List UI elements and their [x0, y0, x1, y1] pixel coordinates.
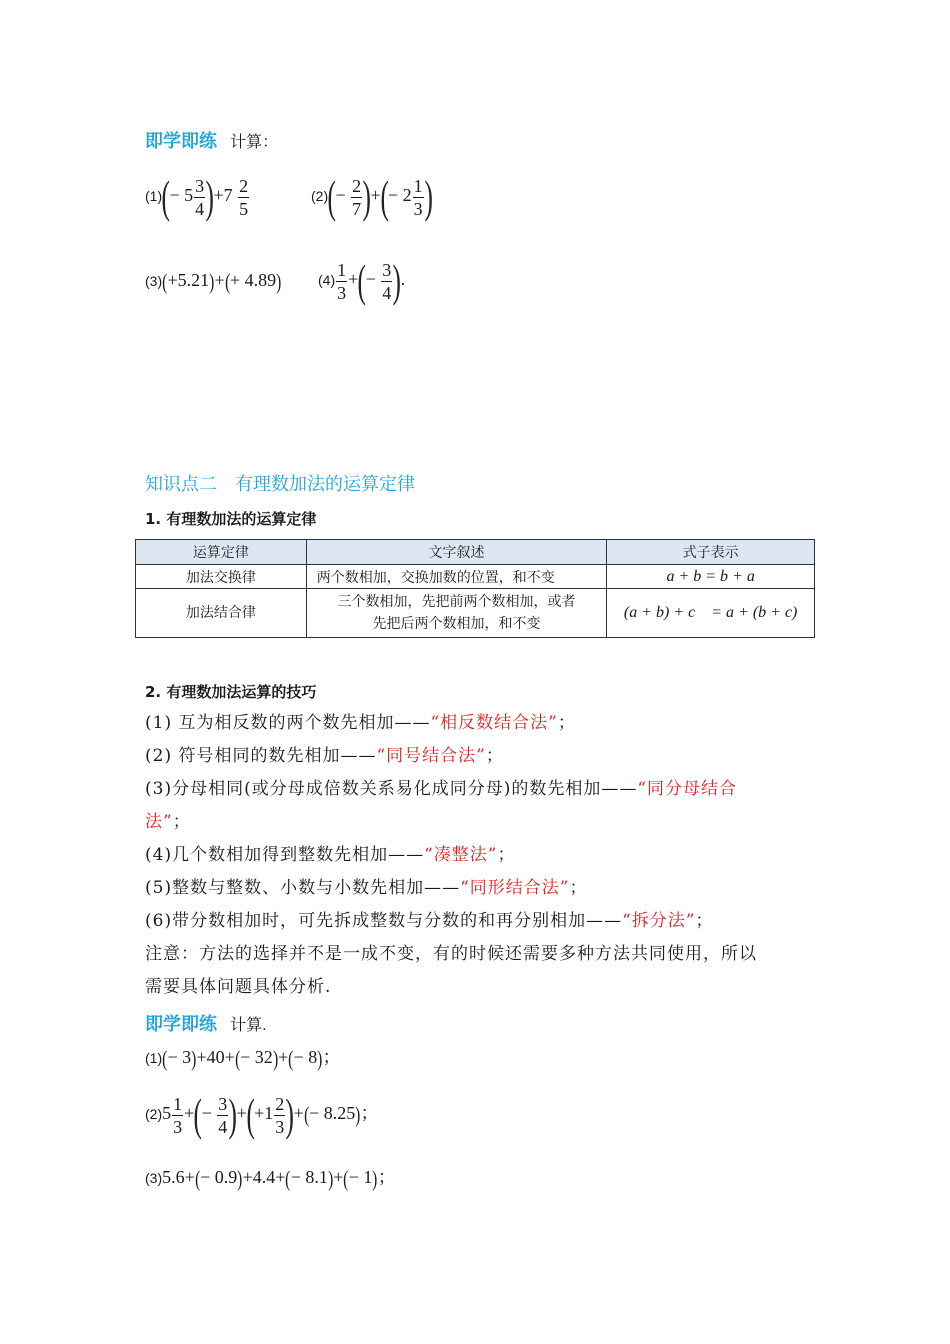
- right-paren: ): [327, 1165, 334, 1191]
- practice-2-title: 即学即练: [145, 1014, 217, 1035]
- numerator: 1: [413, 175, 423, 196]
- numerator: 3: [382, 259, 392, 280]
- end-mark: ；: [322, 1047, 341, 1067]
- integer-part: 5: [162, 1103, 172, 1124]
- law-desc: [306, 589, 607, 638]
- header-desc: 文字叙述: [306, 540, 607, 565]
- note-line-2: 需要具体问题具体分析.: [145, 977, 332, 997]
- period: .: [400, 269, 406, 290]
- operator: +: [242, 1167, 253, 1187]
- operator: +: [196, 1047, 207, 1067]
- law-desc: 两个数相加，交换加数的位置，和不变: [306, 565, 607, 589]
- table-row: [136, 565, 815, 589]
- tip-method: 法”: [145, 812, 173, 832]
- term: − 8: [293, 1047, 318, 1067]
- term: − 8.1: [290, 1167, 328, 1187]
- problem-label: (3): [145, 1170, 163, 1186]
- practice-2-prompt: 计算.: [230, 1017, 267, 1034]
- operator: +: [275, 1167, 286, 1187]
- operator: +: [213, 185, 224, 206]
- left-paren: (: [380, 171, 389, 222]
- numerator: 1: [173, 1093, 183, 1114]
- fraction: [194, 177, 205, 218]
- subheading-laws: 1. 有理数加法的运算定律: [145, 510, 317, 528]
- right-paren: ): [276, 268, 282, 294]
- operator: +: [184, 1103, 195, 1124]
- numerator: 3: [195, 175, 205, 196]
- right-paren: ): [372, 1165, 378, 1191]
- left-paren: (: [357, 255, 367, 306]
- fraction: [274, 1095, 285, 1136]
- tip-end: ；: [497, 845, 516, 865]
- term: 4.4: [252, 1167, 276, 1187]
- right-paren: ): [392, 255, 402, 306]
- law-name: 加法交换律: [136, 565, 307, 589]
- tip-3-continued: [145, 812, 191, 832]
- operator: +: [224, 1047, 235, 1067]
- header-law: 运算定律: [136, 540, 307, 565]
- operator: +: [370, 185, 381, 206]
- tip-end: ；: [695, 911, 714, 931]
- note-line-1: 注意：方法的选择并不是一成不变，有的时候还需要多种方法共同使用，所以: [145, 944, 757, 964]
- left-paren: (: [303, 1102, 309, 1127]
- practice-1-header: [145, 127, 278, 153]
- addition-laws-table: [135, 539, 815, 638]
- numerator: 2: [275, 1093, 285, 1114]
- term: − 8.25: [309, 1103, 356, 1124]
- problem-label: (1): [145, 188, 163, 205]
- problem-1: [145, 171, 250, 222]
- operator: +: [348, 269, 359, 290]
- left-paren: (: [327, 171, 337, 222]
- left-paren: (: [246, 1089, 255, 1140]
- problem-label: (2): [311, 188, 329, 205]
- exercise-3: [145, 1163, 396, 1190]
- exercise-2: [145, 1089, 379, 1140]
- left-paren: (: [285, 1165, 291, 1191]
- term: − 32: [240, 1047, 273, 1067]
- right-paren: ): [424, 171, 433, 222]
- law-name: 加法结合律: [136, 589, 307, 638]
- practice-1-prompt: 计算：: [230, 134, 279, 151]
- right-paren: ): [317, 1045, 323, 1071]
- right-paren: ): [355, 1102, 361, 1127]
- left-paren: (: [193, 1089, 203, 1140]
- left-paren: (: [161, 171, 171, 222]
- sign: −: [335, 185, 346, 206]
- problem-2: [311, 171, 433, 222]
- left-paren: (: [194, 1165, 201, 1191]
- left-paren: (: [162, 268, 168, 294]
- right-paren: ): [228, 1089, 238, 1140]
- exercise-1: [145, 1043, 341, 1070]
- tip-5: [145, 878, 587, 898]
- end-mark: ；: [360, 1103, 379, 1124]
- term: +5.21: [167, 270, 210, 290]
- denominator: 3: [413, 198, 423, 219]
- numerator: 2: [239, 175, 249, 196]
- left-paren: (: [234, 1045, 240, 1071]
- denominator: 3: [337, 282, 347, 303]
- operator: +: [293, 1103, 304, 1124]
- tip-text: (6)带分数相加时，可先拆成整数与分数的和再分别相加——: [145, 911, 623, 931]
- integer-part: 1: [264, 1103, 274, 1124]
- right-paren: ): [272, 1045, 278, 1071]
- left-paren: (: [224, 268, 230, 294]
- problem-label: (2): [145, 1106, 163, 1123]
- tip-2: [145, 746, 504, 766]
- operator: +: [278, 1047, 289, 1067]
- fraction: [413, 177, 424, 218]
- tip-method: “同形结合法”: [460, 878, 570, 898]
- tip-1: [145, 713, 576, 733]
- section-heading: 知识点二 有理数加法的运算定律: [145, 474, 415, 495]
- table-row: [136, 589, 815, 638]
- denominator: 4: [382, 282, 392, 303]
- tip-text: (3)分母相同(或分母成倍数关系易化成同分母)的数先相加——: [145, 779, 638, 799]
- left-paren: (: [343, 1165, 349, 1191]
- tip-end: ；: [557, 713, 576, 733]
- tip-text: (5)整数与整数、小数与小数先相加——: [145, 878, 461, 898]
- fraction: [336, 261, 347, 302]
- sign: −: [201, 1103, 212, 1124]
- tip-text: (4)几个数相加得到整数先相加——: [145, 845, 425, 865]
- denominator: 5: [239, 198, 249, 219]
- right-paren: ): [237, 1165, 243, 1191]
- tip-method: “相反数结合法”: [430, 713, 558, 733]
- denominator: 3: [275, 1116, 285, 1137]
- tip-6: [145, 911, 713, 931]
- denominator: 4: [218, 1116, 228, 1137]
- practice-1-title: 即学即练: [145, 131, 217, 152]
- fraction: [238, 177, 249, 218]
- tip-method: “同号结合法”: [376, 746, 486, 766]
- end-mark: ；: [377, 1167, 396, 1187]
- tip-method: “拆分法”: [622, 911, 696, 931]
- tip-method: “同分母结合: [637, 779, 738, 799]
- fraction: [351, 177, 362, 218]
- term: − 1: [348, 1167, 373, 1187]
- subheading-tips: 2. 有理数加法运算的技巧: [145, 683, 317, 701]
- denominator: 7: [352, 198, 362, 219]
- fraction: [172, 1095, 183, 1136]
- term: − 3: [167, 1047, 192, 1067]
- law-formula: a + b = b + a: [607, 565, 815, 589]
- numerator: 2: [352, 175, 362, 196]
- left-paren: (: [288, 1045, 294, 1071]
- denominator: 3: [173, 1116, 183, 1137]
- law-formula: (a + b) + c = a + (b + c): [607, 589, 815, 638]
- law-desc-line1: 三个数相加，先把前两个数相加，或者: [337, 594, 576, 610]
- integer-part: 2: [402, 185, 412, 206]
- header-formula: 式子表示: [607, 540, 815, 565]
- problem-label: (4): [318, 272, 336, 289]
- problem-3: [145, 270, 281, 293]
- left-paren: (: [162, 1045, 168, 1071]
- tip-4: [145, 845, 515, 865]
- problem-4: [318, 255, 406, 306]
- term: − 0.9: [200, 1167, 238, 1187]
- operator: +: [184, 1167, 195, 1187]
- practice-2-header: [145, 1010, 267, 1036]
- numerator: 3: [218, 1093, 228, 1114]
- tip-method: “凑整法”: [424, 845, 498, 865]
- tip-end: ；: [172, 812, 191, 832]
- right-paren: ): [362, 171, 371, 222]
- numerator: 1: [337, 259, 347, 280]
- term: 5.6: [162, 1167, 185, 1187]
- law-desc-line2: 先把后两个数相加，和不变: [372, 616, 541, 632]
- sign: +: [254, 1103, 265, 1124]
- fraction: [217, 1095, 228, 1136]
- sign: −: [365, 269, 376, 290]
- tip-end: ；: [485, 746, 504, 766]
- fraction: [381, 261, 392, 302]
- table-header-row: [136, 540, 815, 565]
- right-paren: ): [191, 1045, 197, 1071]
- problem-label: (3): [145, 273, 163, 289]
- tip-text: (2) 符号相同的数先相加——: [145, 746, 377, 766]
- term: + 4.89: [229, 270, 277, 290]
- denominator: 4: [195, 198, 205, 219]
- tip-3: [145, 779, 737, 799]
- right-paren: ): [285, 1089, 295, 1140]
- operator: +: [333, 1167, 344, 1187]
- integer-part: 7: [223, 185, 233, 206]
- integer-part: 5: [184, 185, 194, 206]
- operator: +: [214, 270, 225, 290]
- right-paren: ): [205, 171, 214, 222]
- tip-text: (1) 互为相反数的两个数先相加——: [145, 713, 431, 733]
- tip-end: ；: [569, 878, 588, 898]
- operator: +: [236, 1103, 247, 1124]
- sign: −: [169, 185, 180, 206]
- problem-label: (1): [145, 1050, 163, 1066]
- term: 40: [206, 1047, 225, 1067]
- right-paren: ): [209, 268, 215, 294]
- sign: −: [387, 185, 399, 206]
